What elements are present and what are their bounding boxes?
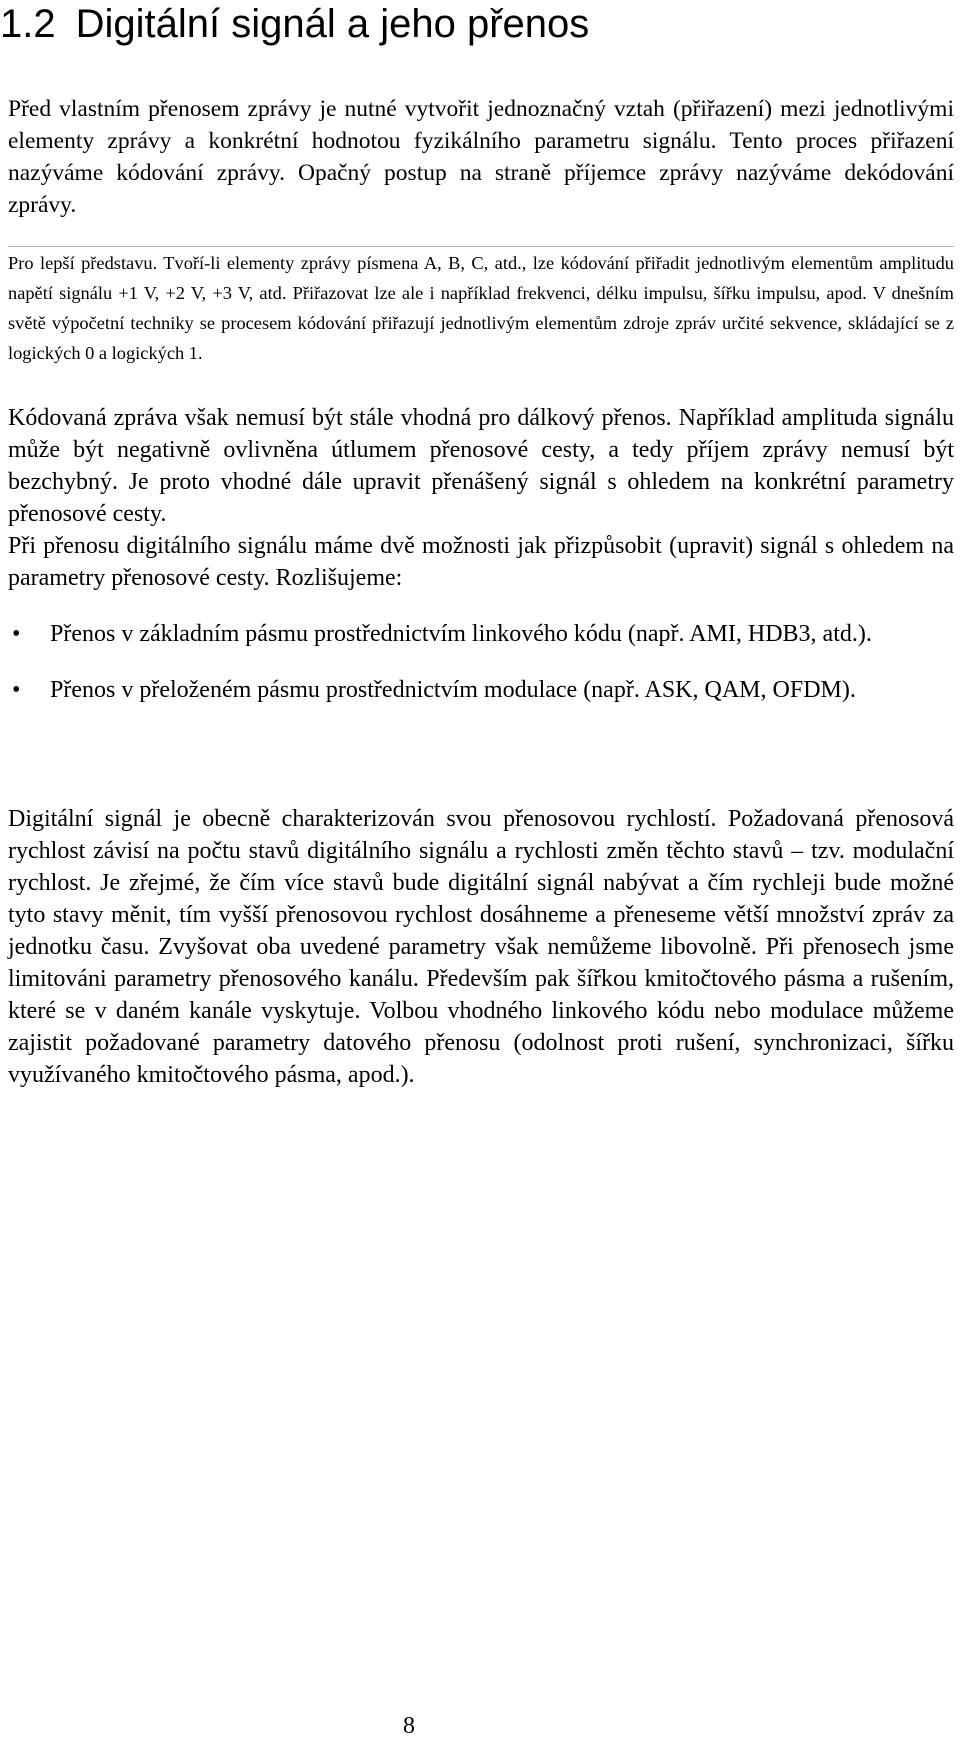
bullet-icon: •	[12, 677, 21, 703]
page-number: 8	[403, 1713, 415, 1739]
encoded-message-paragraph: Kódovaná zpráva však nemusí být stále vhodná pro dálkový přenos. Například amplituda signálu může být negativně ovlivněna útlumem přenosové cesty, a tedy příjem zprávy nemusí být bezchybný. Je proto vhodné dále upravit přenášený signál s ohledem na konkrétní parametry přenosové cesty.	[8, 405, 954, 527]
list-item	[8, 618, 954, 650]
list-item-text: Přenos v přeloženém pásmu prostřednictvím modulace (např. ASK, QAM, OFDM).	[50, 677, 856, 703]
section-heading	[0, 0, 950, 48]
transmission-options-paragraph: Při přenosu digitálního signálu máme dvě možnosti jak přizpůsobit (upravit) signál s ohledem na parametry přenosové cesty. Rozlišujeme:	[8, 533, 954, 591]
transmission-options-list	[8, 618, 954, 706]
transmission-rate-paragraph: Digitální signál je obecně charakterizován svou přenosovou rychlostí. Požadovaná přenosová rychlost závisí na počtu stavů digitálního signálu a rychlosti změn těchto stavů – tzv. modulační rychlost. Je zřejmé, že čím více stavů bude digitální signál nabývat a čím rychleji bude možné tyto stavy měnit, tím vyšší přenosovou rychlost dosáhneme a přeneseme větší množství zpráv za jednotku času. Zvyšovat oba uvedené parametry však nemůžeme libovolně. Při přenosech jsme limitováni parametry přenosového kanálu. Především pak šířkou kmitočtového pásma a rušením, které se v daném kanále vyskytuje. Volbou vhodného linkového kódu nebo modulace můžeme zajistit požadované parametry datového přenosu (odolnost proti rušení, synchronizaci, šířku využívaného kmitočtového pásma, apod.).	[8, 806, 954, 1088]
note-divider	[8, 246, 954, 247]
bullet-icon: •	[12, 621, 21, 647]
section-number: 1.2	[0, 2, 56, 46]
intro-paragraph: Před vlastním přenosem zprávy je nutné vytvořit jednoznačný vztah (přiřazení) mezi jednotlivými elementy zprávy a konkrétní hodnotou fyzikálního parametru signálu. Tento proces přiřazení nazýváme kódování zprávy. Opačný postup na straně příjemce zprávy nazýváme dekódování zprávy.	[8, 96, 954, 218]
note-paragraph: Pro lepší představu. Tvoří-li elementy zprávy písmena A, B, C, atd., lze kódování přiřadit jednotlivým elementům amplitudu napětí signálu +1 V, +2 V, +3 V, atd. Přiřazovat lze ale i například frekvenci, délku impulsu, šířku impulsu, apod. V dnešním světě výpočetní techniky se procesem kódování přiřazují jednotlivým elementům zdroje zpráv určité sekvence, skládající se z logických 0 a logických 1.	[8, 253, 954, 363]
list-item	[8, 674, 954, 706]
list-item-text: Přenos v základním pásmu prostřednictvím linkového kódu (např. AMI, HDB3, atd.).	[50, 621, 872, 647]
section-title: Digitální signál a jeho přenos	[75, 2, 590, 46]
